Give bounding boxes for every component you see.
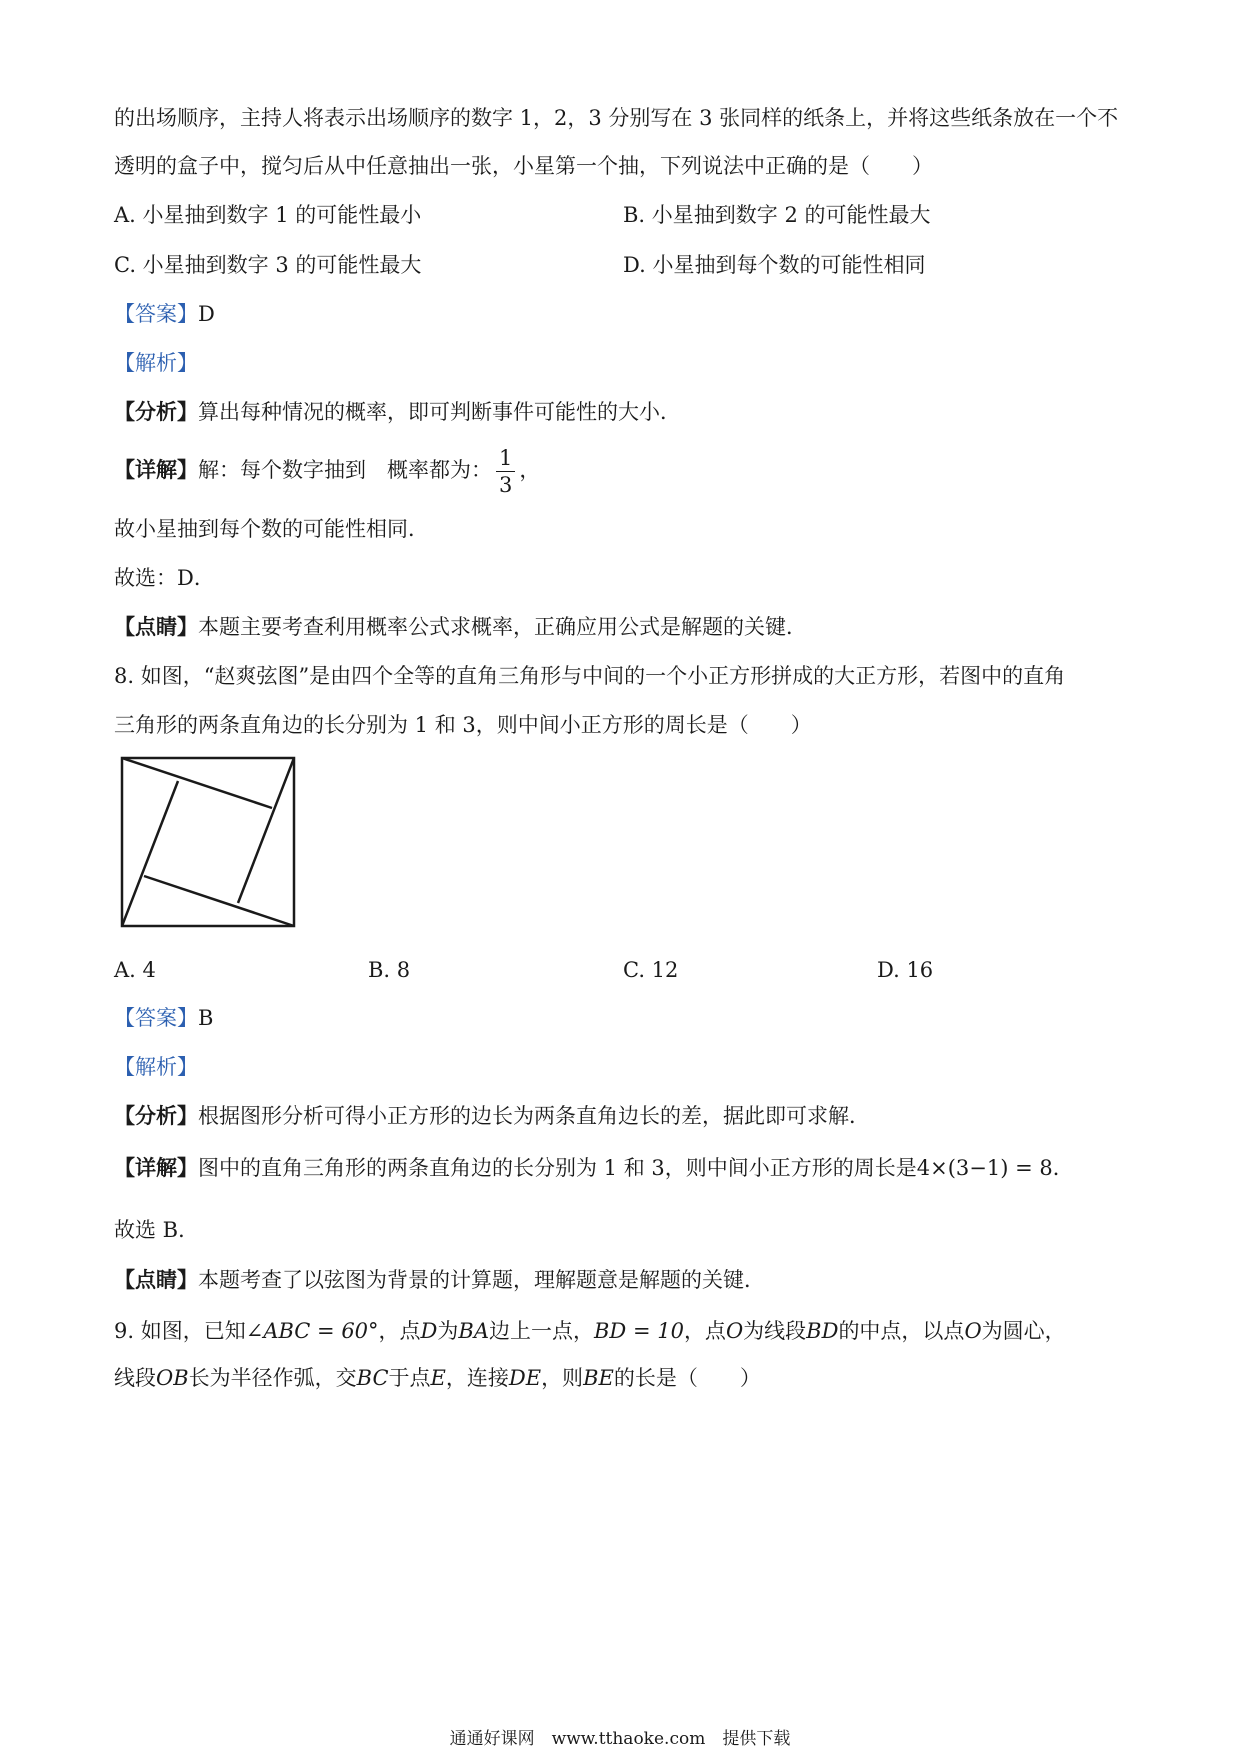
xiangjie-tag: 【详解】 <box>114 457 198 482</box>
q9-text: 边上一点， <box>489 1319 594 1343</box>
q7-xiangjie-line <box>114 440 540 500</box>
segment-be: BE <box>583 1366 614 1390</box>
answer-tag: 【答案】 <box>114 302 198 326</box>
xiangjie-period: ． <box>1052 1156 1074 1180</box>
q8-stem-line1: 8. 如图，“赵爽弦图”是由四个全等的直角三角形与中间的一个小正方形拼成的大正方形，若图中的直角 <box>114 664 1066 688</box>
q8-option-a: A. 4 <box>114 958 156 982</box>
dianjing-tag: 【点睛】 <box>114 614 198 639</box>
q9-text: 为线段 <box>743 1319 807 1343</box>
segment-ob: OB <box>156 1366 189 1390</box>
q9-text: ，则 <box>541 1366 584 1390</box>
q8-xiangjie-line <box>114 1153 1074 1183</box>
jiexi-tag: 【解析】 <box>114 1055 198 1079</box>
q9-text: ，连接 <box>445 1366 509 1390</box>
chord-line-top <box>122 758 272 808</box>
q8-option-b: B. 8 <box>368 958 411 982</box>
q7-option-b: B. 小星抽到数字 2 的可能性最大 <box>623 203 931 227</box>
point-o: O <box>725 1319 744 1343</box>
q9-stem-line2 <box>114 1363 761 1393</box>
q9-text: ，点 <box>378 1319 421 1343</box>
q9-text: 于点 <box>388 1366 431 1390</box>
xiangjie-comma: ， <box>519 458 541 482</box>
q9-text: 线段 <box>114 1366 156 1390</box>
q9-text: 9. 如图，已知 <box>114 1319 246 1343</box>
jiexi-tag: 【解析】 <box>114 351 198 375</box>
q8-dianjing-line <box>114 1265 765 1295</box>
q9-text: 的长是（ ） <box>613 1366 761 1390</box>
q8-choose-line: 故选 B． <box>114 1218 200 1242</box>
fenxi-tag: 【分析】 <box>114 399 198 424</box>
q7-conclusion-line: 故小星抽到每个数的可能性相同． <box>114 517 429 541</box>
segment-ba: BA <box>458 1319 489 1343</box>
q7-jiexi-line <box>114 348 198 378</box>
q8-option-d: D. 16 <box>877 958 934 982</box>
fenxi-text: 算出每种情况的概率，即可判断事件可能性的大小． <box>198 400 681 424</box>
q7-fenxi-line <box>114 397 681 427</box>
fenxi-text: 根据图形分析可得小正方形的边长为两条直角边长的差，据此即可求解． <box>198 1104 870 1128</box>
answer-value: B <box>198 1006 214 1030</box>
point-e: E <box>430 1366 446 1390</box>
q7-option-d: D. 小星抽到每个数的可能性相同 <box>623 253 926 277</box>
fraction-numerator: 1 <box>496 445 515 472</box>
chord-line-right <box>238 758 294 903</box>
q9-text: 长为半径作弧，交 <box>188 1366 357 1390</box>
dianjing-text: 本题考查了以弦图为背景的计算题，理解题意是解题的关键． <box>198 1268 765 1292</box>
q9-text: 为 <box>437 1319 459 1343</box>
q8-fenxi-line <box>114 1101 870 1131</box>
q9-stem-line1 <box>114 1316 1066 1346</box>
q8-stem-line2: 三角形的两条直角边的长分别为 1 和 3，则中间小正方形的周长是（ ） <box>114 713 812 737</box>
q7-choose-line: 故选：D． <box>114 566 215 590</box>
xiangjie-formula: 4×(3−1) = 8 <box>916 1156 1053 1180</box>
q9-text: 的中点，以点 <box>838 1319 965 1343</box>
point-d: D <box>420 1319 438 1343</box>
segment-bd: BD <box>806 1319 839 1343</box>
xiangjie-text: 解：每个数字抽到 概率都为： <box>198 458 492 482</box>
q7-answer-line <box>114 299 215 329</box>
q8-answer-line <box>114 1003 213 1033</box>
q7-stem-line2: 透明的盒子中，搅匀后从中任意抽出一张，小星第一个抽，下列说法中正确的是（ ） <box>114 154 933 178</box>
chord-line-left <box>122 781 178 926</box>
dianjing-tag: 【点睛】 <box>114 1267 198 1292</box>
fraction-one-third <box>496 445 515 498</box>
q8-option-c: C. 12 <box>623 958 679 982</box>
answer-value: D <box>198 302 215 326</box>
q7-stem-line1: 的出场顺序，主持人将表示出场顺序的数字 1，2，3 分别写在 3 张同样的纸条上，并将这些纸条放在一个不 <box>114 106 1119 130</box>
page-footer: 通通好课网 www.tthaoke.com 提供下载 <box>449 1729 791 1749</box>
point-o: O <box>964 1319 982 1343</box>
outer-square <box>122 758 294 926</box>
fenxi-tag: 【分析】 <box>114 1103 198 1128</box>
chord-line-bottom <box>144 876 294 926</box>
angle-abc: ∠ABC = 60° <box>245 1319 379 1343</box>
q9-text: 为圆心， <box>981 1319 1066 1343</box>
q8-jiexi-line <box>114 1052 198 1082</box>
segment-bc: BC <box>356 1366 389 1390</box>
q9-text: ，点 <box>683 1319 726 1343</box>
answer-tag: 【答案】 <box>114 1006 198 1030</box>
segment-de: DE <box>508 1366 542 1390</box>
xiangjie-text: 图中的直角三角形的两条直角边的长分别为 1 和 3，则中间小正方形的周长是 <box>198 1156 917 1180</box>
zhao-shuang-chord-diagram <box>116 752 300 932</box>
bd-equation: BD = 10 <box>594 1319 684 1343</box>
q7-dianjing-line <box>114 612 807 642</box>
xiangjie-tag: 【详解】 <box>114 1155 198 1180</box>
q7-option-c: C. 小星抽到数字 3 的可能性最大 <box>114 253 422 277</box>
q7-option-a: A. 小星抽到数字 1 的可能性最小 <box>114 203 422 227</box>
fraction-denominator: 3 <box>499 473 513 497</box>
dianjing-text: 本题主要考查利用概率公式求概率，正确应用公式是解题的关键． <box>198 615 807 639</box>
